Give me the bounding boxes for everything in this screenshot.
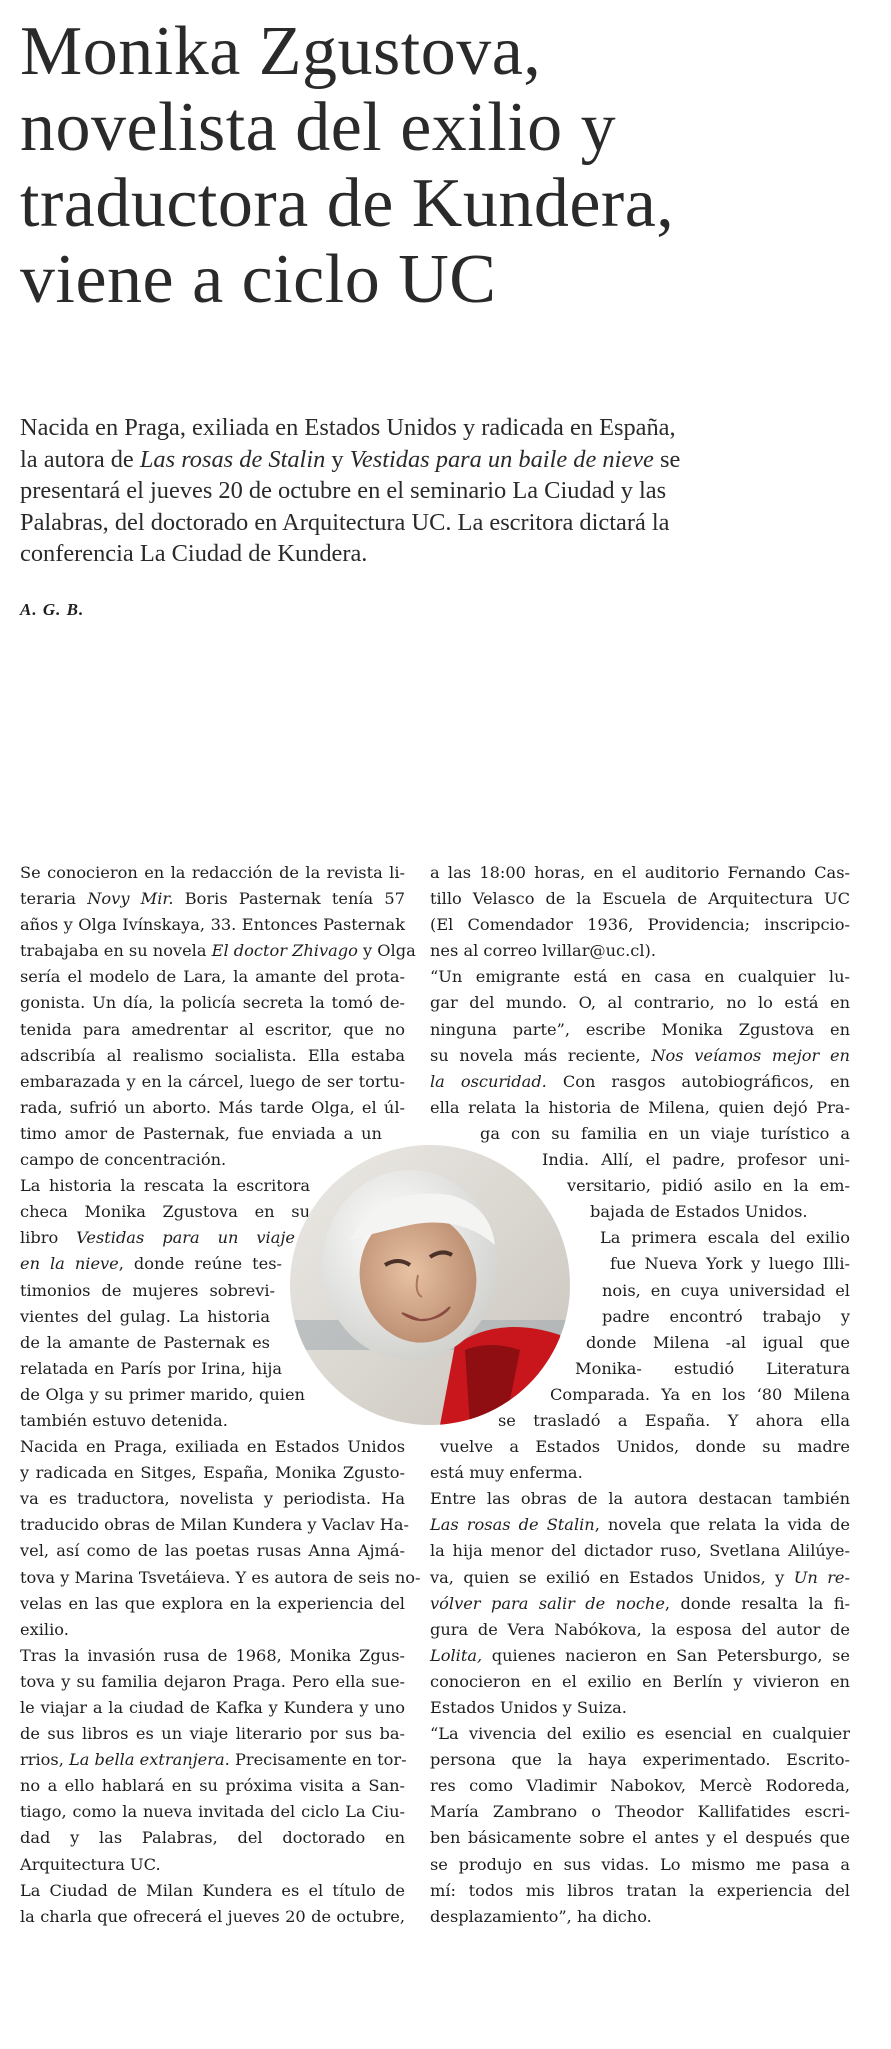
- body-line: [567, 1173, 850, 1199]
- body-line: [440, 1434, 850, 1460]
- body-line: [20, 1773, 405, 1799]
- text-run: se produjo en sus vidas. Lo mismo me pasa a: [430, 1854, 850, 1874]
- text-run: Nacida en Praga, exiliada en Estados Unidos y radicada en España,: [20, 414, 676, 441]
- body-line: [430, 1878, 850, 1904]
- text-run: Estados Unidos y Suiza.: [430, 1698, 627, 1717]
- body-line: [20, 860, 405, 886]
- body-line: [20, 1095, 405, 1121]
- text-run: tiago, como la nueva invitada del ciclo La Ciu-: [20, 1802, 405, 1822]
- text-run: padre encontró trabajo y: [602, 1306, 850, 1326]
- body-line: [20, 886, 405, 912]
- lead-line: [20, 538, 870, 570]
- text-run: gura de Vera Nabókova, la esposa del autor de: [430, 1619, 850, 1639]
- text-run: la hija menor del dictador ruso, Svetlana Alilúye-: [430, 1541, 850, 1561]
- text-run: embarazada y en la cárcel, luego de ser tortu-: [20, 1071, 405, 1091]
- text-run: versitario, pidió asilo en la em-: [567, 1176, 850, 1196]
- text-run: la charla que ofrecerá el jueves 20 de octubre,: [20, 1906, 405, 1926]
- article-headline: [20, 14, 870, 318]
- text-run: tenida para amedrentar al escritor, que no: [20, 1019, 405, 1039]
- text-run: conferencia La Ciudad de Kundera.: [20, 540, 368, 567]
- body-line: [430, 1799, 850, 1825]
- text-run: se trasladó a España. Y ahora ella: [498, 1410, 850, 1430]
- body-line: [20, 1852, 405, 1878]
- italic-text: Un re-: [793, 1567, 850, 1587]
- text-run: persona que la haya experimentado. Escrito-: [430, 1750, 850, 1770]
- text-run: campo de concentración.: [20, 1150, 227, 1170]
- italic-text: en la nieve: [20, 1254, 119, 1274]
- text-run: está muy enferma.: [430, 1463, 583, 1483]
- italic-text: Lolita,: [430, 1645, 483, 1665]
- italic-text: Novy Mir.: [87, 889, 174, 909]
- body-line: [430, 860, 850, 886]
- body-line: [430, 964, 850, 990]
- body-line: [20, 1747, 405, 1773]
- text-run: traducido obras de Milan Kundera y Vaclav Ha-: [20, 1515, 409, 1535]
- body-line: [20, 1382, 305, 1408]
- body-line: [20, 1251, 282, 1277]
- text-run: años y Olga Ivínskaya, 33. Entonces Pasternak: [20, 915, 405, 935]
- text-run: tova y su familia dejaron Praga. Pero ella sue-: [20, 1671, 405, 1691]
- text-run: timonios de mujeres sobrevi-: [20, 1280, 275, 1300]
- text-run: nois, en cuya universidad el: [602, 1280, 850, 1300]
- text-run: La Ciudad de Milan Kundera es el título de: [20, 1880, 405, 1900]
- body-line: [430, 1669, 850, 1695]
- body-line: [20, 1825, 405, 1851]
- lead-line: [20, 507, 870, 539]
- text-run: timo amor de Pasternak, fue enviada a un: [20, 1123, 382, 1143]
- body-line: [430, 1852, 850, 1878]
- text-run: y: [325, 445, 350, 473]
- body-line: [20, 1434, 405, 1460]
- body-line: [602, 1304, 850, 1330]
- body-line: [20, 1565, 421, 1591]
- text-run: ninguna parte”, escribe Monika Zgustova en: [430, 1019, 850, 1039]
- body-line: [430, 1695, 850, 1721]
- body-line: [610, 1251, 850, 1277]
- body-line: [430, 1043, 850, 1069]
- text-run: (El Comendador 1936, Providencia; inscripcio-: [430, 915, 850, 935]
- text-run: María Zambrano o Theodor Kallifatides escri-: [430, 1802, 850, 1822]
- author-photo: [290, 1145, 570, 1425]
- body-line: [20, 1278, 275, 1304]
- text-run: la autora de: [20, 445, 140, 473]
- text-run: relatada en París por Irina, hija: [20, 1358, 282, 1378]
- body-line: [20, 1225, 295, 1251]
- text-run: quienes nacieron en San Petersburgo, se: [482, 1645, 850, 1665]
- italic-text: Las rosas de Stalin: [139, 445, 326, 473]
- italic-text: La bella extranjera.: [69, 1750, 230, 1770]
- body-line: [20, 1460, 405, 1486]
- text-run: vientes del gulag. La historia: [20, 1306, 270, 1326]
- italic-text: la oscuridad.: [430, 1071, 547, 1091]
- body-line: [430, 1747, 850, 1773]
- text-run: a las 18:00 horas, en el auditorio Fernando Cas-: [430, 863, 850, 882]
- body-line: [430, 938, 850, 964]
- body-line: [430, 1486, 850, 1512]
- text-run: velas en las que explora en la experiencia del: [20, 1593, 405, 1613]
- text-run: vel, así como de las poetas rusas Anna Ajmá-: [20, 1541, 405, 1561]
- body-line: [430, 912, 850, 938]
- body-line: [430, 990, 850, 1016]
- text-run: conocieron en el exilio en Berlín y vivieron en: [430, 1671, 850, 1691]
- body-line: [20, 1304, 270, 1330]
- body-line: [20, 912, 405, 938]
- body-line: [430, 886, 850, 912]
- body-line: [20, 964, 405, 990]
- text-run: le viajar a la ciudad de Kafka y Kundera y uno: [20, 1698, 405, 1717]
- italic-text: vólver para salir de noche: [430, 1593, 665, 1613]
- text-run: tillo Velasco de la Escuela de Arquitectura UC: [430, 889, 850, 909]
- text-run: Se conocieron en la redacción de la revista li-: [20, 863, 405, 882]
- body-line: [430, 1095, 850, 1121]
- text-run: Precisamente en tor-: [229, 1750, 407, 1770]
- body-line: [20, 1799, 405, 1825]
- italic-text: Nos veíamos mejor en: [651, 1045, 850, 1065]
- text-run: desplazamiento”, ha dicho.: [430, 1906, 652, 1926]
- lead-line: [20, 412, 870, 444]
- text-run: Nacida en Praga, exiliada en Estados Unidos: [20, 1437, 405, 1457]
- body-line: [20, 1173, 310, 1199]
- text-run: bajada de Estados Unidos.: [590, 1202, 808, 1222]
- body-line: [430, 1591, 850, 1617]
- headline-line: Monika Zgustova,: [20, 13, 542, 90]
- body-line: [20, 1017, 405, 1043]
- text-run: teraria: [20, 889, 88, 909]
- text-run: adscribía al realismo socialista. Ella estaba: [20, 1045, 405, 1065]
- body-line: [586, 1330, 850, 1356]
- body-line: [20, 1121, 382, 1147]
- text-run: de Olga y su primer marido, quien: [20, 1384, 305, 1404]
- headline-line: traductora de Kundera,: [20, 165, 675, 242]
- text-run: se: [653, 445, 681, 473]
- text-run: gar del mundo. O, al contrario, no lo está en: [430, 993, 850, 1013]
- body-line: [430, 1617, 850, 1643]
- lead-line: [20, 444, 870, 476]
- text-run: de sus libros es un viaje literario por sus ba-: [20, 1724, 405, 1744]
- lead-line: [20, 475, 870, 507]
- text-run: , novela que relata la vida de: [594, 1515, 850, 1535]
- body-line: [20, 1669, 405, 1695]
- body-line: [430, 1721, 850, 1747]
- text-run: India. Allí, el padre, profesor uni-: [542, 1150, 850, 1170]
- body-line: [20, 1904, 405, 1930]
- text-run: exilio.: [20, 1619, 69, 1639]
- text-run: Monika- estudió Literatura: [575, 1358, 850, 1378]
- italic-text: Vestidas para un baile de nieve: [349, 445, 654, 473]
- body-line: [480, 1121, 850, 1147]
- text-run: Palabras, del doctorado en Arquitectura UC. La escritora dictará la: [20, 508, 670, 536]
- text-run: va es traductora, novelista y periodista. Ha: [20, 1489, 405, 1509]
- body-line: [550, 1382, 850, 1408]
- text-run: y radicada en Sitges, España, Monika Zgusto-: [20, 1463, 405, 1483]
- body-line: [430, 1904, 850, 1930]
- text-run: y Olga: [357, 941, 416, 961]
- body-line: [575, 1356, 850, 1382]
- text-run: mí: todos mis libros tratan la experiencia del: [430, 1880, 850, 1900]
- text-run: tova y Marina Tsvetáieva. Y es autora de seis no-: [20, 1567, 421, 1587]
- text-run: Con rasgos autobiográficos, en: [546, 1071, 850, 1091]
- body-line: [20, 1721, 405, 1747]
- text-run: ga con su familia en un viaje turístico a: [480, 1123, 850, 1143]
- body-line: [430, 1538, 850, 1564]
- body-line: [498, 1408, 850, 1434]
- text-run: , donde reúne tes-: [118, 1254, 282, 1274]
- text-run: va, quien se exilió en Estados Unidos, y: [430, 1567, 794, 1587]
- text-run: Boris Pasternak tenía 57: [173, 889, 406, 909]
- body-line: [20, 1043, 405, 1069]
- text-run: Entre las obras de la autora destacan también: [430, 1489, 850, 1509]
- text-run: de la amante de Pasternak es: [20, 1332, 270, 1352]
- text-run: rrios,: [20, 1750, 69, 1770]
- body-line: [600, 1225, 850, 1251]
- text-run: trabajaba en su novela: [20, 941, 212, 961]
- text-run: res como Vladimir Nabokov, Mercè Rodoreda,: [430, 1776, 850, 1796]
- body-line: [542, 1147, 850, 1173]
- headline-line: novelista del exilio y: [20, 89, 617, 166]
- text-run: vuelve a Estados Unidos, donde su madre: [440, 1437, 850, 1457]
- italic-text: El doctor Zhivago: [211, 941, 358, 961]
- body-line: [20, 1538, 405, 1564]
- text-run: nes al correo lvillar@uc.cl).: [430, 941, 656, 961]
- italic-text: Las rosas de Stalin: [430, 1515, 595, 1535]
- text-run: rada, sufrió un aborto. Más tarde Olga, el úl-: [20, 1097, 405, 1117]
- body-line: [20, 938, 416, 964]
- body-line: [20, 1330, 270, 1356]
- text-run: su novela más reciente,: [430, 1045, 652, 1065]
- body-line: [430, 1825, 850, 1851]
- italic-text: Vestidas para un viaje: [76, 1228, 295, 1248]
- text-run: libro: [20, 1228, 77, 1248]
- body-line: [430, 1643, 850, 1669]
- body-line: [20, 1356, 282, 1382]
- body-line: [602, 1278, 850, 1304]
- body-line: [20, 1147, 405, 1173]
- body-line: [20, 1617, 405, 1643]
- headline-line: viene a ciclo UC: [20, 241, 497, 318]
- body-line: [20, 1408, 405, 1434]
- body-line: [430, 1460, 850, 1486]
- body-line: [20, 1695, 405, 1721]
- body-line: [20, 1486, 405, 1512]
- body-line: [20, 990, 405, 1016]
- text-run: no a ello hablará en su próxima visita a San-: [20, 1776, 405, 1796]
- text-run: La historia la rescata la escritora: [20, 1176, 310, 1196]
- text-run: “La vivencia del exilio es esencial en cualquier: [430, 1724, 850, 1744]
- body-line: [20, 1512, 409, 1538]
- text-run: checa Monika Zgustova en su: [20, 1202, 310, 1222]
- body-line: [430, 1773, 850, 1799]
- text-run: “Un emigrante está en casa en cualquier lu-: [430, 967, 850, 987]
- body-line: [430, 1512, 850, 1538]
- body-line: [20, 1199, 310, 1225]
- text-run: sería el modelo de Lara, la amante del prota-: [20, 967, 405, 987]
- body-line: [20, 1878, 405, 1904]
- text-run: Comparada. Ya en los ‘80 Milena: [550, 1384, 850, 1404]
- body-line: [430, 1017, 850, 1043]
- body-line: [430, 1565, 850, 1591]
- body-line: [590, 1199, 850, 1225]
- body-line: [20, 1643, 405, 1669]
- text-run: , donde resalta la fi-: [664, 1593, 850, 1613]
- body-line: [20, 1591, 405, 1617]
- text-run: también estuvo detenida.: [20, 1410, 228, 1430]
- text-run: ben básicamente sobre el antes y el después que: [430, 1828, 850, 1848]
- text-run: presentará el jueves 20 de octubre en el seminario La Ciudad y las: [20, 477, 667, 504]
- text-run: Arquitectura UC.: [20, 1854, 161, 1874]
- body-line: [430, 1069, 850, 1095]
- body-line: [20, 1069, 405, 1095]
- text-run: donde Milena -al igual que: [586, 1332, 850, 1352]
- byline: A. G. B.: [20, 600, 85, 619]
- text-run: Tras la invasión rusa de 1968, Monika Zgus-: [20, 1645, 405, 1665]
- text-run: La primera escala del exilio: [600, 1228, 850, 1248]
- article-lead: [20, 412, 870, 570]
- text-run: gonista. Un día, la policía secreta la tomó de-: [20, 993, 405, 1013]
- text-run: fue Nueva York y luego Illi-: [610, 1254, 850, 1274]
- text-run: ella relata la historia de Milena, quien dejó Pra-: [430, 1097, 850, 1117]
- text-run: dad y las Palabras, del doctorado en: [20, 1828, 405, 1848]
